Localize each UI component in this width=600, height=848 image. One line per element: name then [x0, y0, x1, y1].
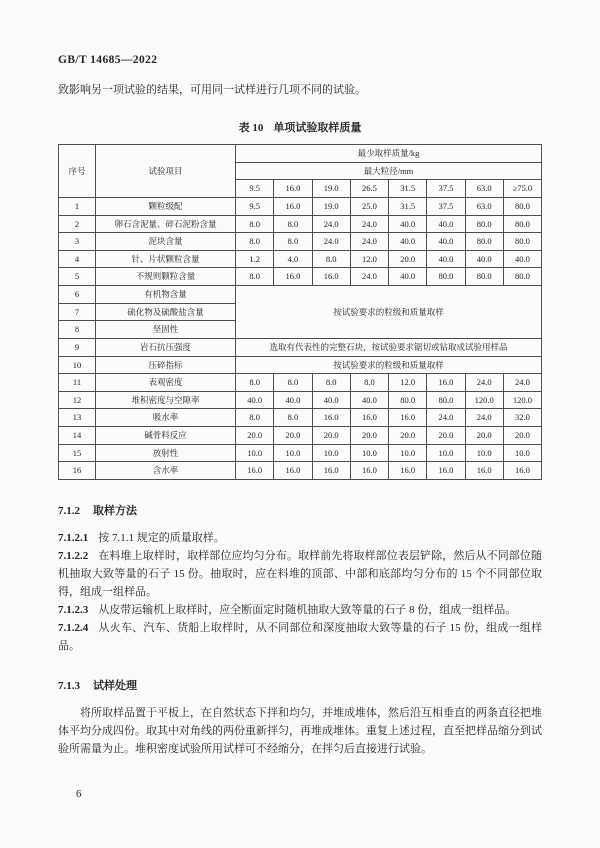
cell-value: 37.5 [427, 197, 465, 215]
cell-value: 25.0 [350, 197, 388, 215]
clause-7-1-2-3 [58, 601, 542, 619]
cell-value: 80.0 [427, 268, 465, 286]
cell-value: 8.0 [236, 409, 274, 427]
cell-value: 16.0 [274, 268, 312, 286]
cell-value: 20.0 [389, 250, 427, 268]
table-row [59, 197, 542, 215]
cell-value: 8.0 [236, 268, 274, 286]
cell-value: 40.0 [274, 391, 312, 409]
sampling-mass-table [58, 144, 542, 480]
table-row [59, 233, 542, 251]
cell-value: 24.0 [465, 409, 503, 427]
table-row [59, 338, 542, 356]
cell-no: 10 [59, 356, 96, 374]
size-header: 37.5 [427, 180, 465, 198]
cell-value: 40.0 [389, 268, 427, 286]
cell-value: 12.0 [389, 374, 427, 392]
size-header: 19.0 [312, 180, 350, 198]
cell-value: 10.0 [236, 444, 274, 462]
cell-value: 8.0 [236, 215, 274, 233]
cell-no: 5 [59, 268, 96, 286]
cell-value: 16.0 [503, 462, 541, 480]
table-row [59, 462, 542, 480]
clause-7-1-2-4 [58, 619, 542, 655]
cell-value: 24.0 [503, 374, 541, 392]
cell-item: 针、片状颗粒含量 [96, 250, 236, 268]
cell-value: 16.0 [274, 462, 312, 480]
cell-item: 泥块含量 [96, 233, 236, 251]
cell-value: 40.0 [427, 233, 465, 251]
cell-value: 8.0 [236, 233, 274, 251]
cell-item: 表观密度 [96, 374, 236, 392]
cell-note: 选取有代表性的完整石块，按试验要求锯切或钻取成试验用样品 [236, 338, 542, 356]
table-number: 表 10 [238, 122, 264, 134]
cell-value: 80.0 [427, 391, 465, 409]
cell-value: 80.0 [503, 215, 541, 233]
cell-value: 8.0 [350, 374, 388, 392]
cell-value: 20.0 [236, 427, 274, 445]
col-header-item: 试验项目 [96, 145, 236, 198]
clause-number: 7.1.2.2 [58, 549, 89, 562]
cell-no: 4 [59, 250, 96, 268]
cell-value: 10.0 [312, 444, 350, 462]
cell-value: 80.0 [465, 233, 503, 251]
clause-number: 7.1.2.1 [58, 531, 89, 544]
cell-value: 80.0 [389, 391, 427, 409]
cell-no: 15 [59, 444, 96, 462]
cell-value: 24.0 [350, 215, 388, 233]
cell-item: 坚固性 [96, 321, 236, 339]
clause-text: 从皮带运输机上取样时，应全断面定时随机抽取大致等量的石子 8 份，组成一组样品。 [98, 603, 517, 616]
cell-value: 9.5 [236, 197, 274, 215]
cell-value: 40.0 [389, 233, 427, 251]
cell-no: 6 [59, 286, 96, 304]
cell-value: 32.0 [503, 409, 541, 427]
cell-value: 10.0 [350, 444, 388, 462]
cell-no: 11 [59, 374, 96, 392]
cell-value: 16.0 [274, 197, 312, 215]
table-row [59, 250, 542, 268]
cell-no: 7 [59, 303, 96, 321]
table-row [59, 391, 542, 409]
clause-title: 取样方法 [93, 504, 137, 517]
cell-value: 80.0 [503, 197, 541, 215]
table-row [59, 268, 542, 286]
cell-no: 8 [59, 321, 96, 339]
cell-value: 8.0 [312, 250, 350, 268]
size-header: ≥75.0 [503, 180, 541, 198]
cell-value: 31.5 [389, 197, 427, 215]
cell-item: 含水率 [96, 462, 236, 480]
cell-value: 20.0 [350, 427, 388, 445]
cell-value: 8.0 [274, 215, 312, 233]
cell-value: 20.0 [503, 427, 541, 445]
cell-value: 16.0 [312, 409, 350, 427]
page-number: 6 [76, 788, 82, 800]
cell-value: 1.2 [236, 250, 274, 268]
cell-value: 40.0 [465, 250, 503, 268]
cell-value: 24.0 [427, 409, 465, 427]
cell-no: 1 [59, 197, 96, 215]
cell-value: 8.0 [274, 409, 312, 427]
section-heading-7-1-2 [58, 502, 542, 518]
cell-value: 16.0 [389, 409, 427, 427]
size-header: 9.5 [236, 180, 274, 198]
cell-item: 放射性 [96, 444, 236, 462]
cell-value: 24.0 [465, 374, 503, 392]
cell-value: 8.0 [274, 374, 312, 392]
col-header-size-group: 最大粒径/mm [236, 162, 542, 180]
table-title [58, 119, 542, 135]
cell-value: 16.0 [427, 462, 465, 480]
cell-item: 不规则颗粒含量 [96, 268, 236, 286]
cell-value: 40.0 [503, 250, 541, 268]
clause-number: 7.1.2 [58, 504, 80, 517]
cell-no: 14 [59, 427, 96, 445]
cell-item: 岩石抗压强度 [96, 338, 236, 356]
cell-value: 16.0 [465, 462, 503, 480]
cell-value: 8.0 [236, 374, 274, 392]
clause-7-1-2-1 [58, 529, 542, 547]
cell-value: 16.0 [236, 462, 274, 480]
table-caption: 单项试验取样质量 [273, 122, 362, 134]
table-row [59, 215, 542, 233]
cell-value: 24.0 [312, 215, 350, 233]
intro-paragraph: 致影响另一项试验的结果，可用同一试样进行几项不同的试验。 [58, 84, 366, 96]
size-header: 31.5 [389, 180, 427, 198]
cell-value: 63.0 [465, 197, 503, 215]
col-header-mass-group: 最少取样质量/kg [236, 145, 542, 163]
cell-value: 24.0 [312, 233, 350, 251]
cell-value: 40.0 [350, 391, 388, 409]
cell-value: 10.0 [503, 444, 541, 462]
cell-value: 20.0 [274, 427, 312, 445]
table-row [59, 409, 542, 427]
table-row [59, 286, 542, 304]
cell-value: 20.0 [427, 427, 465, 445]
clause-number: 7.1.3 [58, 679, 80, 692]
cell-value: 80.0 [503, 268, 541, 286]
cell-value: 16.0 [312, 462, 350, 480]
cell-value: 20.0 [389, 427, 427, 445]
cell-value: 80.0 [465, 268, 503, 286]
cell-no: 13 [59, 409, 96, 427]
clause-title: 试样处理 [93, 679, 137, 692]
cell-value: 20.0 [465, 427, 503, 445]
cell-note: 按试验要求的粒级和质量取样 [236, 286, 542, 339]
cell-value: 80.0 [503, 233, 541, 251]
cell-value: 10.0 [389, 444, 427, 462]
cell-value: 40.0 [389, 215, 427, 233]
cell-item: 颗粒级配 [96, 197, 236, 215]
clause-text: 按 7.1.1 规定的质量取样。 [98, 531, 225, 544]
cell-value: 24.0 [350, 233, 388, 251]
clause-number: 7.1.2.3 [58, 603, 89, 616]
cell-no: 3 [59, 233, 96, 251]
cell-value: 8.0 [312, 374, 350, 392]
cell-value: 40.0 [312, 391, 350, 409]
size-header: 63.0 [465, 180, 503, 198]
cell-value: 40.0 [427, 215, 465, 233]
cell-value: 8.0 [274, 233, 312, 251]
cell-no: 12 [59, 391, 96, 409]
cell-value: 10.0 [427, 444, 465, 462]
cell-value: 16.0 [427, 374, 465, 392]
table-row [59, 427, 542, 445]
cell-value: 19.0 [312, 197, 350, 215]
clause-7-1-2-2 [58, 547, 542, 601]
cell-value: 16.0 [350, 462, 388, 480]
cell-item: 硫化物及硫酸盐含量 [96, 303, 236, 321]
cell-value: 12.0 [350, 250, 388, 268]
size-header: 16.0 [274, 180, 312, 198]
cell-value: 20.0 [312, 427, 350, 445]
clause-7-1-3-text: 将所取样品置于平板上，在自然状态下拌和均匀，并堆成堆体，然后沿互相垂直的两条直径把堆体平均分成四份。取其中对角线的两份重新拌匀，再堆成堆体。重复上述过程，直至把样品缩分到试验所需量为止。堆积密度试验所用试样可不经缩分，在拌匀后直接进行试验。 [58, 706, 542, 755]
cell-no: 9 [59, 338, 96, 356]
cell-note: 按试验要求的粒级和质量取样 [236, 356, 542, 374]
table-row [59, 374, 542, 392]
cell-value: 10.0 [274, 444, 312, 462]
table-row [59, 356, 542, 374]
cell-value: 16.0 [389, 462, 427, 480]
clause-text: 在料堆上取样时，取样部位应均匀分布。取样前先将取样部位表层铲除，然后从不同部位随机抽取大致等量的石子 15 份。抽取时，应在料堆的顶部、中部和底部均匀分布的 15 个不同部位取得，组成一组样品。 [58, 549, 542, 598]
cell-item: 碱骨料反应 [96, 427, 236, 445]
cell-value: 40.0 [236, 391, 274, 409]
cell-item: 卵石含泥量、碎石泥粉含量 [96, 215, 236, 233]
cell-value: 80.0 [465, 215, 503, 233]
cell-value: 16.0 [312, 268, 350, 286]
cell-value: 40.0 [427, 250, 465, 268]
cell-value: 24.0 [350, 268, 388, 286]
section-heading-7-1-3 [58, 677, 542, 693]
cell-item: 吸水率 [96, 409, 236, 427]
size-header: 26.5 [350, 180, 388, 198]
cell-no: 16 [59, 462, 96, 480]
cell-value: 16.0 [350, 409, 388, 427]
cell-item: 堆积密度与空隙率 [96, 391, 236, 409]
cell-value: 10.0 [465, 444, 503, 462]
standard-code: GB/T 14685—2022 [58, 54, 158, 66]
table-header-row [59, 145, 542, 163]
col-header-no: 序号 [59, 145, 96, 198]
clause-text: 从火车、汽车、货船上取样时，从不同部位和深度抽取大致等量的石子 15 份，组成一组样品。 [58, 621, 542, 652]
cell-item: 压碎指标 [96, 356, 236, 374]
cell-item: 有机物含量 [96, 286, 236, 304]
cell-value: 120.0 [503, 391, 541, 409]
cell-no: 2 [59, 215, 96, 233]
cell-value: 120.0 [465, 391, 503, 409]
clause-number: 7.1.2.4 [58, 621, 89, 634]
table-row [59, 444, 542, 462]
cell-value: 4.0 [274, 250, 312, 268]
